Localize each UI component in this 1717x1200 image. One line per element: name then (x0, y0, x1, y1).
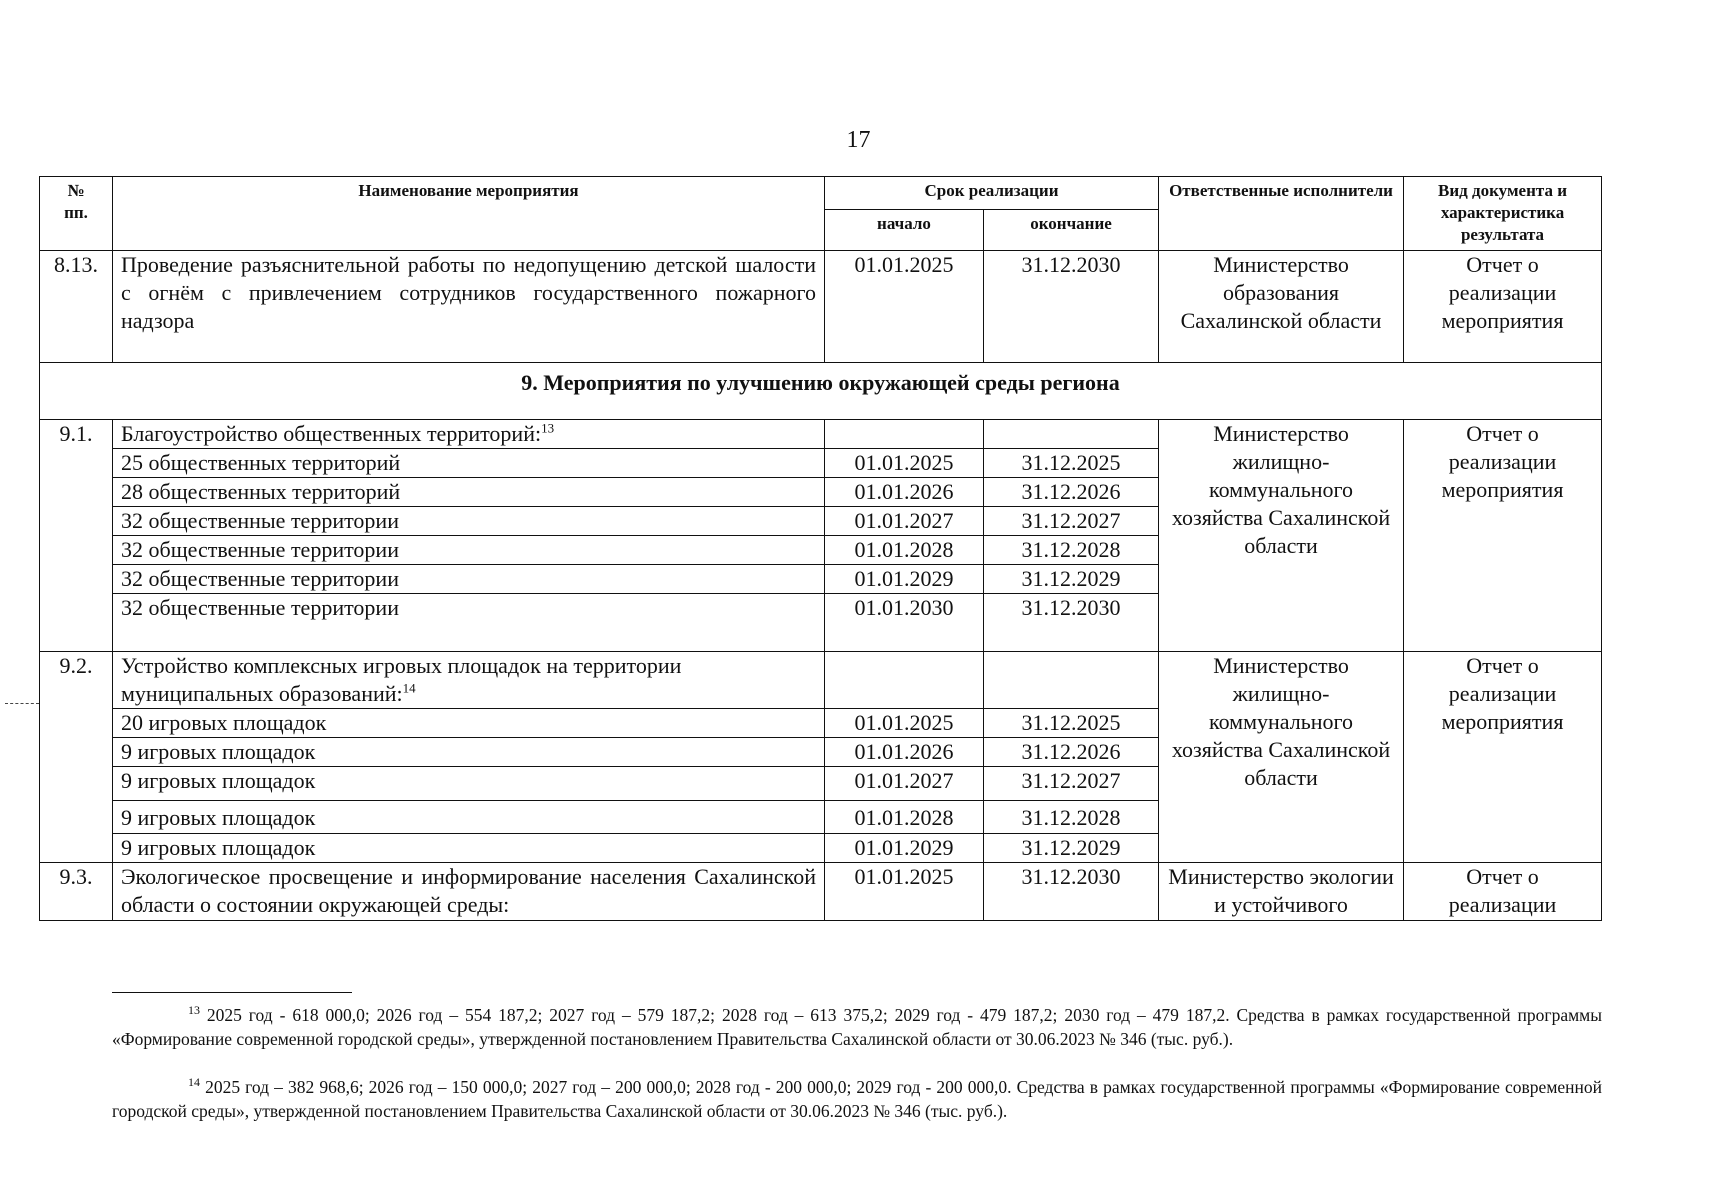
row-start: 01.01.2025 (825, 251, 984, 363)
item-start: 01.01.2026 (825, 738, 984, 767)
item-start: 01.01.2029 (825, 834, 984, 863)
row-executor: Министерство жилищно-коммунального хозяйства Сахалинской области (1159, 652, 1404, 863)
events-table (39, 176, 1602, 921)
item-start: 01.01.2025 (825, 449, 984, 478)
item-name: 32 общественные территории (113, 594, 825, 652)
row-end: 31.12.2030 (984, 251, 1159, 363)
row-number: 9.3. (40, 863, 113, 921)
item-start: 01.01.2027 (825, 767, 984, 801)
header-period: Срок реализации (825, 177, 1159, 210)
item-start: 01.01.2028 (825, 536, 984, 565)
item-name: 9 игровых площадок (113, 767, 825, 801)
section-row (40, 363, 1602, 420)
item-start: 01.01.2030 (825, 594, 984, 652)
footnote-ref: 13 (541, 420, 555, 436)
item-start: 01.01.2026 (825, 478, 984, 507)
header-num: № пп. (40, 177, 113, 251)
item-name: 9 игровых площадок (113, 834, 825, 863)
row-end: 31.12.2030 (984, 863, 1159, 921)
item-start: 01.01.2025 (825, 709, 984, 738)
header-end: окончание (984, 209, 1159, 250)
item-end: 31.12.2028 (984, 801, 1159, 834)
row-name: Благоустройство общественных территорий:$^{13}$ (113, 420, 825, 449)
item-end: 31.12.2028 (984, 536, 1159, 565)
item-end: 31.12.2025 (984, 709, 1159, 738)
row-start: 01.01.2025 (825, 863, 984, 921)
table-row (40, 863, 1602, 921)
section-title: 9. Мероприятия по улучшению окружающей среды региона (40, 363, 1602, 420)
row-result: Отчет о реализации мероприятия (1404, 251, 1602, 363)
row-name: Экологическое просвещение и информирование населения Сахалинской области о состоянии окружающей среды: (113, 863, 825, 921)
item-name: 32 общественные территории (113, 565, 825, 594)
footnote-ref: 14 (402, 680, 416, 696)
row-number: 9.2. (40, 652, 113, 863)
item-end: 31.12.2026 (984, 478, 1159, 507)
item-end: 31.12.2027 (984, 767, 1159, 801)
row-executor: Министерство жилищно-коммунального хозяйства Сахалинской области (1159, 420, 1404, 652)
item-start: 01.01.2028 (825, 801, 984, 834)
item-end: 31.12.2026 (984, 738, 1159, 767)
page-number: 17 (846, 127, 871, 153)
row-executor: Министерство экологии и устойчивого (1159, 863, 1404, 921)
table-row (40, 420, 1602, 449)
item-start: 01.01.2029 (825, 565, 984, 594)
header-start: начало (825, 209, 984, 250)
item-name: 32 общественные территории (113, 536, 825, 565)
row-number: 8.13. (40, 251, 113, 363)
item-end: 31.12.2030 (984, 594, 1159, 652)
footnote-separator (112, 992, 352, 993)
item-name: 32 общественные территории (113, 507, 825, 536)
item-name: 20 игровых площадок (113, 709, 825, 738)
row-executor: Министерство образования Сахалинской области (1159, 251, 1404, 363)
item-name: 9 игровых площадок (113, 801, 825, 834)
scan-mark (5, 703, 39, 704)
item-end: 31.12.2025 (984, 449, 1159, 478)
row-result: Отчет о реализации мероприятия (1404, 652, 1602, 863)
row-result: Отчет о реализации мероприятия (1404, 420, 1602, 652)
item-end: 31.12.2029 (984, 834, 1159, 863)
table-header-row (40, 177, 1602, 210)
header-name: Наименование мероприятия (113, 177, 825, 251)
table-row (40, 251, 1602, 363)
row-result: Отчет о реализации (1404, 863, 1602, 921)
row-name: Устройство комплексных игровых площадок на территории муниципальных образований:$^{14}$ (113, 652, 825, 709)
footnote-14: $^{14}$ 2025 год – 382 968,6; 2026 год – 150 000,0; 2027 год – 200 000,0; 2028 год - 200 000,0; 2029 год - 200 000,0. Средства в рамках государственной программы «Формирование современной городской среды», утвержденной постановлением Правительства Сахалинской области от 30.06.2023 № 346 (тыс. руб.). (112, 1075, 1603, 1121)
item-end: 31.12.2029 (984, 565, 1159, 594)
header-result: Вид документа и характеристика результата (1404, 177, 1602, 251)
table-row (40, 652, 1602, 709)
item-start: 01.01.2027 (825, 507, 984, 536)
item-name: 9 игровых площадок (113, 738, 825, 767)
row-number: 9.1. (40, 420, 113, 652)
item-name: 28 общественных территорий (113, 478, 825, 507)
item-name: 25 общественных территорий (113, 449, 825, 478)
header-executors: Ответственные исполнители (1159, 177, 1404, 251)
footnote-13: $^{13}$ 2025 год - 618 000,0; 2026 год – 554 187,2; 2027 год – 579 187,2; 2028 год – 613 375,2; 2029 год - 479 187,2; 2030 год – 479 187,2. Средства в рамках государственной программы «Формирование современной городской среды», утвержденной постановлением Правительства Сахалинской области от 30.06.2023 № 346 (тыс. руб.). (112, 1003, 1602, 1049)
row-name: Проведение разъяснительной работы по недопущению детской шалости с огнём с привлечением сотрудников государственного пожарного надзора (113, 251, 825, 363)
item-end: 31.12.2027 (984, 507, 1159, 536)
